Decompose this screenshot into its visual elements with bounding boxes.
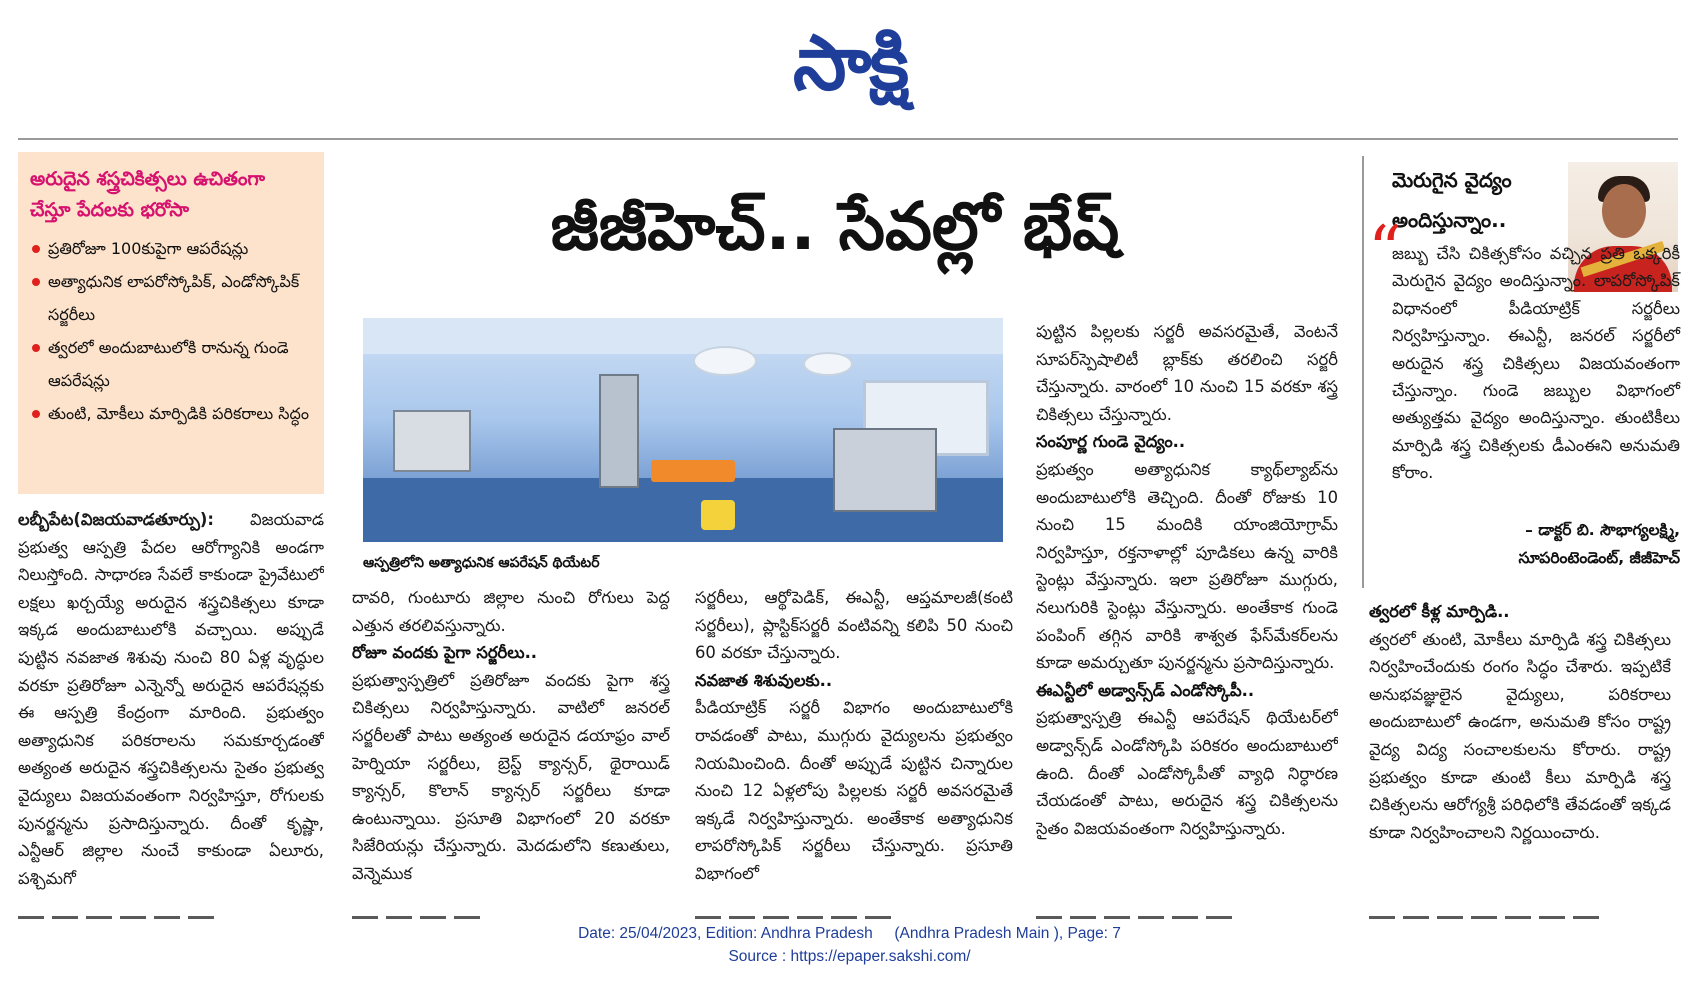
bullet-icon [32, 278, 40, 286]
bullet-icon [32, 344, 40, 352]
equipment-cart [833, 428, 937, 512]
column-end-marks [695, 904, 899, 907]
subheading: సంపూర్ణ గుండె వైద్యం.. [1036, 432, 1186, 452]
bullet-icon [32, 410, 40, 418]
column-end-marks [1036, 904, 1240, 907]
highlight-text: త్వరలో అందుబాటులోకి రానున్న గుండె ఆపరేషన్లు [48, 338, 289, 390]
article-column-3 [695, 584, 1013, 890]
highlight-text: అత్యాధునిక లాపరోస్కోపిక్, ఎండోస్కోపిక్ సర్జరీలు [48, 272, 300, 324]
operating-table [651, 460, 735, 482]
subheading: రోజూ వందకు పైగా సర్జరీలు.. [352, 643, 538, 663]
highlight-item [30, 232, 312, 265]
article-column-2 [352, 584, 670, 890]
highlight-item [30, 265, 312, 331]
signature-name: – డాక్టర్ బి. సౌభాగ్యలక్ష్మి, [1525, 521, 1680, 539]
column-text: సర్జరీలు, ఆర్థోపెడిక్, ఈఎన్టీ, ఆప్తమాలజీ(కంటి సర్జరీలు), ప్లాస్టిక్‌సర్జరీ వంటివన్ని కలిపి 50 నుంచి 60 వరకూ చేస్తున్నారు. [695, 588, 1013, 663]
equipment-tower [599, 374, 639, 488]
dateline: లబ్బీపేట(విజయవాడతూర్పు): [18, 510, 214, 529]
quote-text: జబ్బు చేసి చికిత్సకోసం వచ్చిన ప్రతి ఒక్కరికీ మెరుగైన వైద్యం అందిస్తున్నాం. లాపరోస్కోపిక్ విధానంలో పీడియాట్రిక్ సర్జరీలు నిర్వహిస్తున్నాం. ఈఎన్టీ, జనరల్ సర్జరీలో అరుదైన శస్త్ర చికిత్సలు విజయవంతంగా చేస్తున్నాం. గుండె జబ్బుల విభాగంలో అత్యుత్తమ వైద్యం అందిస్తున్నాం. తుంటికీలు మార్పిడి శస్త్ర చికిత్సలకు డీఎంఈని అనుమతి కోరాం. [1392, 244, 1680, 483]
doctor-quote-box [1362, 152, 1680, 584]
quote-title: మెరుగైన వైద్యం అందిస్తున్నాం.. [1392, 168, 1512, 232]
column-end-marks [18, 904, 222, 907]
epaper-footer [0, 922, 1699, 976]
highlight-item [30, 331, 312, 397]
quote-divider [1362, 156, 1364, 588]
operation-theatre-photo [363, 318, 1003, 542]
masthead-divider [18, 138, 1678, 140]
highlight-text: ప్రతిరోజూ 100కుపైగా ఆపరేషన్లు [48, 239, 249, 258]
equipment-cart [393, 410, 471, 472]
highlights-list [30, 232, 312, 430]
highlights-headline: అరుదైన శస్త్రచికిత్సలు ఉచితంగా చేస్తూ పేదలకు భరోసా [30, 168, 266, 221]
photo-caption: ఆస్పత్రిలోని అత్యాధునిక ఆపరేషన్ థియేటర్ [363, 555, 600, 571]
column-text: ప్రభుత్వాస్పత్రి ఈఎన్టీ ఆపరేషన్ థియేటర్‌లో అడ్వాన్స్‌డ్ ఎండోస్కోపి పరికరం అందుబాటులో ఉంది. దీంతో ఎండోస్కోపీతో వ్యాధి నిర్ధారణ చేయడంతో పాటు, అరుదైన శస్త్ర చికిత్సలను సైతం విజయవంతంగా నిర్వహిస్తున్నారు. [1036, 708, 1338, 838]
source-link[interactable]: Source : https://epaper.sakshi.com/ [728, 948, 971, 965]
surgical-lamp-icon [803, 352, 853, 376]
quote-signature [1392, 516, 1680, 572]
masthead [0, 0, 1699, 138]
column-text: పుట్టిన పిల్లలకు సర్జరీ అవసరమైతే, వెంటనే సూపర్‌స్పెషాలిటీ బ్లాక్‌కు తరలించి సర్జరీ చేస్తున్నారు. వారంలో 10 నుంచి 15 వరకూ శస్త్ర చికిత్సలు చేస్తున్నారు. [1036, 322, 1338, 424]
bullet-icon [32, 245, 40, 253]
column-end-marks [1369, 904, 1607, 907]
quote-mark-icon: “ [1368, 212, 1402, 289]
edition-info: Date: 25/04/2023, Edition: Andhra Pradesh (Andhra Pradesh Main ), Page: 7 [578, 925, 1121, 942]
newspaper-logo: సాక్షి [792, 18, 908, 107]
highlights-box [18, 152, 324, 494]
column-text: విజయవాడ ప్రభుత్వ ఆస్పత్రి పేదల ఆరోగ్యానికి అండగా నిలుస్తోంది. సాధారణ సేవలే కాకుండా ప్రైవేటులో లక్షలు ఖర్చయ్యే అరుదైన శస్త్రచికిత్సలు కూడా ఇక్కడ అందుబాటులోకి వచ్చాయి. అప్పుడే పుట్టిన నవజాత శిశువు నుంచి 80 ఏళ్ల వృద్ధుల వరకూ ప్రతిరోజూ ఎన్నెన్నో అరుదైన ఆపరేషన్లకు ఈ ఆస్పత్రి కేంద్రంగా మారింది. ప్రభుత్వం అత్యాధునిక పరికరాలను సమకూర్చడంతో అత్యంత అరుదైన శస్త్రచికిత్సలను సైతం ప్రభుత్వ వైద్యులు విజయవంతంగా నిర్వహిస్తూ, రోగులకు పునర్జన్మను ప్రసాదిస్తున్నారు. దీంతో కృష్ణా, ఎన్టీఆర్ జిల్లాల నుంచే కాకుండా ఏలూరు, పశ్చిమగో [18, 510, 324, 888]
surgical-lamp-icon [693, 346, 757, 376]
article-column-5 [1369, 598, 1671, 890]
highlight-item [30, 397, 312, 430]
article-column-1 [18, 506, 324, 890]
highlight-text: తుంటి, మోకీలు మార్పిడికి పరికరాలు సిద్ధం [48, 404, 309, 423]
column-text: త్వరలో తుంటి, మోకీలు మార్పిడి శస్త్ర చికిత్సలు నిర్వహించేందుకు రంగం సిద్ధం చేశారు. ఇప్పటికే అనుభవజ్ఞులైన వైద్యులు, పరికరాలు అందుబాటులో ఉండగా, అనుమతి కోసం రాష్ట్ర వైద్య విద్య సంచాలకులను కోరారు. రాష్ట్ర ప్రభుత్వం కూడా తుంటి కీలు మార్పిడి శస్త్ర చికిత్సలను ఆరోగ్యశ్రీ పరిధిలోకి తేవడంతో ఇక్కడ కూడా నిర్వహించాలని నిర్ణయించారు. [1369, 629, 1671, 842]
subheading: ఈఎన్టీలో అడ్వాన్స్‌డ్ ఎండోస్కోపీ.. [1036, 680, 1255, 700]
column-end-marks [352, 904, 488, 907]
column-text: ప్రభుత్వం అత్యాధునిక క్యాథ్‌ల్యాబ్‌ను అందుబాటులోకి తెచ్చింది. దీంతో రోజుకు 10 నుంచి 15 మందికి యాంజియోగ్రామ్ నిర్వహిస్తూ, రక్తనాళాల్లో పూడికలు ఉన్న వారికి స్టెంట్లు వేస్తున్నారు. ఇలా ప్రతిరోజూ ముగ్గురు, నలుగురికి స్టెంట్లు వేస్తున్నారు. అంతేకాక గుండె పంపింగ్ తగ్గిన వారికి శాశ్వత ఫేస్‌మేకర్‌లను కూడా అమర్చుతూ పునర్జన్మను ప్రసాదిస్తున్నారు. [1036, 459, 1338, 673]
column-text: పీడియాట్రిక్ సర్జరీ విభాగం అందుబాటులోకి రావడంతో పాటు, ముగ్గురు వైద్యులను ప్రభుత్వం నియమించింది. దీంతో అప్పుడే పుట్టిన చిన్నారుల నుంచి 12 ఏళ్లలోపు పిల్లలకు సర్జరీ అవసరమైతే ఇక్కడే నిర్వహిస్తున్నారు. అంతేకాక అత్యాధునిక లాపరోస్కోపిక్ సర్జరీలు చేస్తున్నారు. ప్రసూతి విభాగంలో [695, 698, 1013, 883]
article-column-4 [1036, 318, 1338, 890]
column-text: ప్రభుత్వాస్పత్రిలో ప్రతిరోజూ వందకు పైగా శస్త్ర చికిత్సలు నిర్వహిస్తున్నారు. వాటిలో జనరల్ సర్జరీలతో పాటు అత్యంత అరుదైన డయాఫ్రం వాల్ హెర్నియా సర్జరీలు, బ్రెస్ట్ క్యాన్సర్, థైరాయిడ్ క్యాన్సర్, కొలాన్ క్యాన్సర్ సర్జరీలు కూడా ఉంటున్నాయి. ప్రసూతి విభాగంలో 20 వరకూ సిజేరియన్లు చేస్తున్నారు. మెదడులోని కణుతులు, వెన్నెముక [352, 670, 670, 883]
subheading: నవజాత శిశువులకు.. [695, 670, 833, 690]
article-headline: జీజీహెచ్.. సేవల్లో భేష్ [550, 188, 1120, 265]
subheading: త్వరలో కీళ్ల మార్పిడి.. [1369, 602, 1510, 621]
signature-title: సూపరింటెండెంట్, జీజీహెచ్ [1518, 549, 1680, 567]
column-text: దావరి, గుంటూరు జిల్లాల నుంచి రోగులు పెద్ద ఎత్తున తరలివస్తున్నారు. [352, 588, 670, 635]
